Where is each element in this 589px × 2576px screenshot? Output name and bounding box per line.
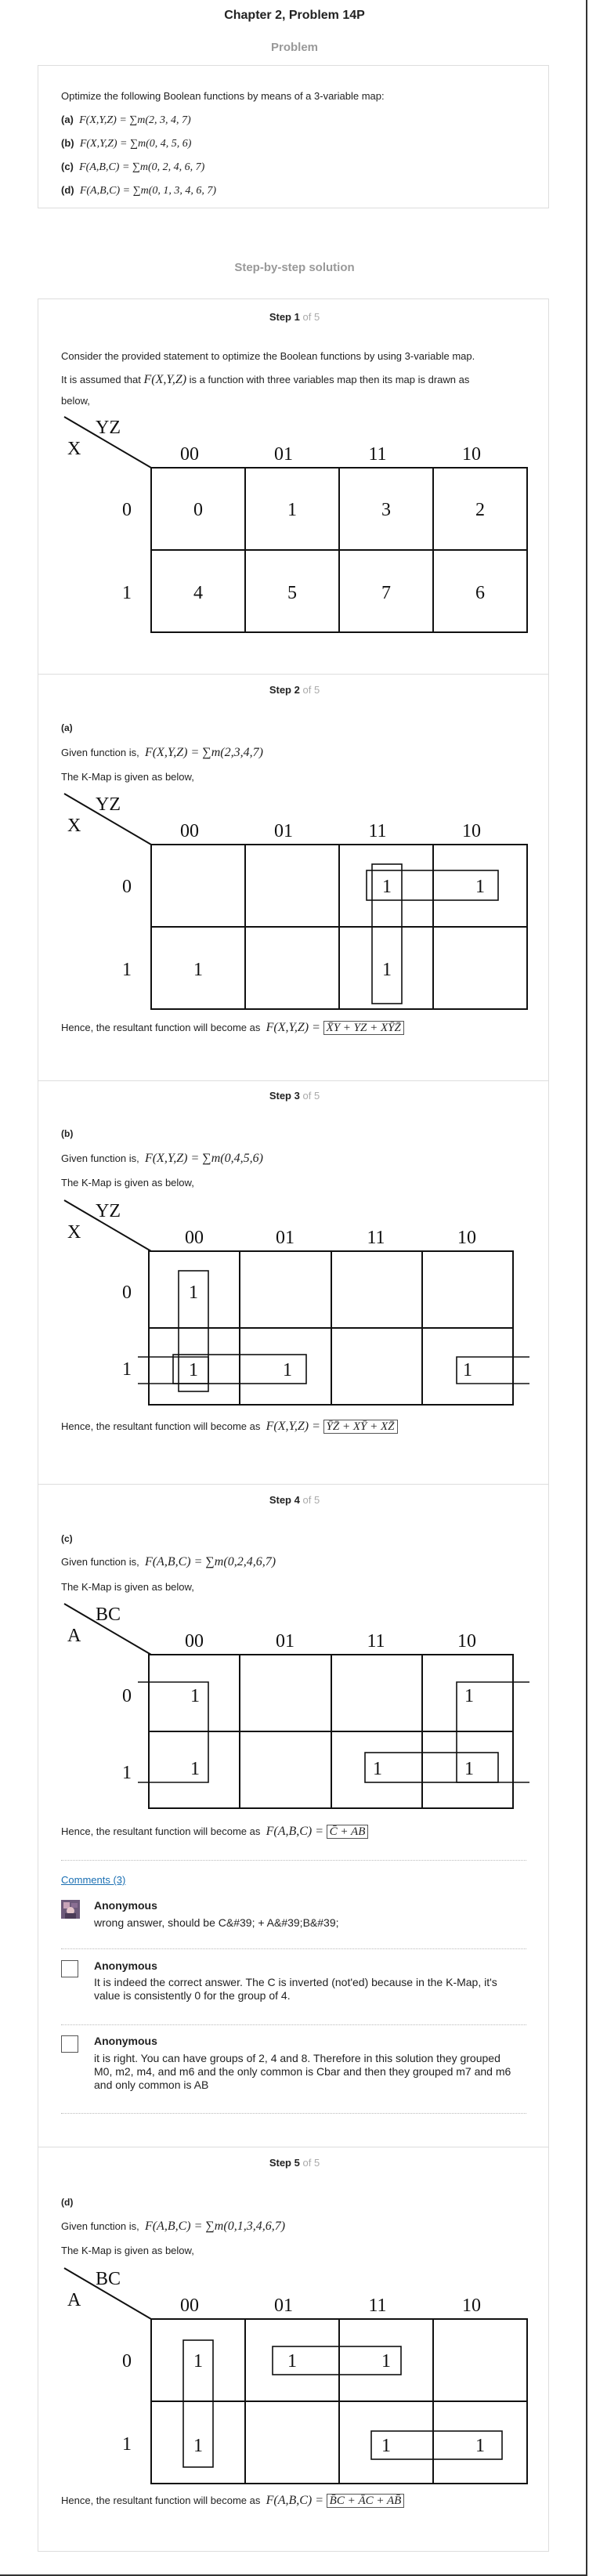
kmap-col-label: 10	[462, 821, 481, 841]
divider	[61, 2024, 526, 2025]
kmap-row-label: 0	[122, 1283, 132, 1303]
step1-text: below,	[61, 395, 90, 407]
kmap-row-label: 1	[122, 1763, 132, 1783]
kmap-cell: 1	[464, 1759, 474, 1779]
kmap-cell: 1	[475, 877, 485, 897]
kmap-col-label: 11	[368, 444, 387, 465]
comment-text: It is indeed the correct answer. The C is inverted (not'ed) because in the K-Map, it's value is consistently 0 for the group of 4.	[94, 1976, 497, 2002]
kmap-col-label: 00	[185, 1631, 204, 1652]
step-header: Step 2 of 5	[269, 684, 320, 696]
kmap-cell: 1	[464, 1686, 474, 1706]
kmap-col-label: 10	[462, 2296, 481, 2316]
kmap-col-label: 01	[274, 821, 293, 841]
page-title: Chapter 2, Problem 14P	[224, 9, 365, 22]
divider	[61, 1948, 526, 1949]
part-label: (d)	[61, 2197, 74, 2208]
given-line: Given function is, F(X,Y,Z) = ∑m(2,3,4,7)	[61, 746, 263, 759]
kmap-row-label: 0	[122, 2351, 132, 2372]
kmap-row-label: 0	[122, 1686, 132, 1706]
problem-item: (b) F(X,Y,Z) = ∑m(0, 4, 5, 6)	[61, 137, 192, 150]
kmap-cell: 1	[190, 1686, 200, 1706]
kmap-col-label: 11	[367, 1228, 385, 1248]
divider	[61, 1860, 526, 1861]
kmap-row-label: 1	[122, 583, 132, 603]
kmap-cell: 3	[381, 500, 391, 520]
kmap-cell: 1	[382, 877, 392, 897]
kmap-cell: 1	[373, 1759, 382, 1779]
step-header: Step 5 of 5	[269, 2157, 320, 2169]
kmap-col-label: 00	[180, 444, 199, 465]
kmap-col-var: BC	[96, 1605, 121, 1625]
divider	[61, 2113, 526, 2114]
result-line: Hence, the resultant function will become as F(X,Y,Z) = X̄Y + YZ + XȲZ̄	[61, 1020, 404, 1035]
kmap-col-label: 01	[274, 2296, 293, 2316]
step-header: Step 1 of 5	[269, 311, 320, 323]
problem-item: (d) F(A,B,C) = ∑m(0, 1, 3, 4, 6, 7)	[61, 184, 217, 197]
kmap-intro: The K-Map is given as below,	[61, 1581, 194, 1593]
kmap-row-var: A	[67, 1626, 81, 1646]
user-avatar-icon	[61, 1900, 80, 1919]
kmap-intro: The K-Map is given as below,	[61, 2245, 194, 2256]
problem-intro: Optimize the following Boolean functions by means of a 3-variable map:	[61, 90, 385, 102]
kmap-cell: 1	[381, 2436, 391, 2456]
comment-text: wrong answer, should be C&#39; + A&#39;B&#39;	[94, 1916, 339, 1929]
kmap-cell: 1	[189, 1283, 198, 1303]
kmap-cell: 1	[190, 1759, 200, 1779]
step-header: Step 4 of 5	[269, 1494, 320, 1506]
kmap-cell: 1	[193, 960, 203, 980]
problem-heading: Problem	[270, 41, 318, 54]
kmap-col-label: 01	[276, 1631, 294, 1652]
kmap-cell: 1	[463, 1360, 472, 1380]
kmap-cell: 1	[189, 1360, 198, 1380]
kmap-cell: 7	[381, 583, 391, 603]
given-line: Given function is, F(A,B,C) = ∑m(0,1,3,4,6,7)	[61, 2220, 286, 2233]
kmap-cell: 1	[193, 2351, 203, 2372]
kmap-row-label: 0	[122, 877, 132, 897]
kmap-cell: 5	[287, 583, 297, 603]
kmap-col-label: 01	[276, 1228, 294, 1248]
step1-text: It is assumed that F(X,Y,Z) is a function with three variables map then its map is drawn as	[61, 373, 470, 386]
kmap-col-label: 11	[367, 1631, 385, 1652]
avatar-placeholder	[61, 2035, 78, 2053]
kmap-group	[365, 1753, 498, 1782]
comment-author: Anonymous	[94, 2035, 157, 2047]
kmap-cell: 1	[283, 1360, 292, 1380]
given-line: Given function is, F(X,Y,Z) = ∑m(0,4,5,6)	[61, 1152, 263, 1165]
kmap-cell: 1	[287, 500, 297, 520]
comment-text: it is right. You can have groups of 2, 4 and 8. Therefore in this solution they grouped M0, m2, m4, and m6 and the only common is Cbar and then they grouped m7 and m6 and only common is AB	[94, 2052, 511, 2091]
step-header: Step 3 of 5	[269, 1090, 320, 1102]
avatar-placeholder	[61, 1960, 78, 1977]
kmap-col-var: YZ	[96, 1201, 121, 1221]
kmap-row-var: X	[67, 439, 81, 459]
kmap-col-var: YZ	[96, 794, 121, 815]
part-label: (a)	[61, 722, 73, 733]
kmap-intro: The K-Map is given as below,	[61, 1177, 194, 1189]
kmap-row-label: 0	[122, 500, 132, 520]
kmap-cell: 1	[381, 2351, 391, 2372]
kmap-step5	[61, 2260, 531, 2487]
kmap-step3	[61, 1192, 531, 1420]
kmap-col-label: 11	[368, 821, 387, 841]
kmap-cell: 1	[287, 2351, 297, 2372]
kmap-row-var: A	[67, 2290, 81, 2310]
kmap-cell: 1	[382, 960, 392, 980]
result-line: Hence, the resultant function will become as F(A,B,C) = C̄ + AB	[61, 1824, 368, 1839]
kmap-cell: 1	[193, 2436, 203, 2456]
result-line: Hence, the resultant function will become as F(X,Y,Z) = ȲZ̄ + XȲ + XZ̄	[61, 1419, 398, 1434]
part-label: (c)	[61, 1533, 73, 1544]
kmap-col-label: 10	[457, 1631, 476, 1652]
result-line: Hence, the resultant function will become as F(A,B,C) = B̄C + ĀC + AB̄	[61, 2493, 404, 2508]
kmap-col-label: 00	[180, 821, 199, 841]
kmap-cell: 1	[475, 2436, 485, 2456]
kmap-col-label: 00	[185, 1228, 204, 1248]
kmap-col-label: 10	[457, 1228, 476, 1248]
given-line: Given function is, F(A,B,C) = ∑m(0,2,4,6,7)	[61, 1555, 276, 1568]
kmap-step2	[61, 786, 531, 1013]
kmap-cell: 0	[193, 500, 203, 520]
kmap-cell: 4	[193, 583, 203, 603]
kmap-cell: 2	[475, 500, 485, 520]
kmap-step1	[61, 409, 531, 636]
kmap-step4	[61, 1596, 531, 1819]
kmap-col-label: 10	[462, 444, 481, 465]
kmap-row-var: X	[67, 816, 81, 836]
kmap-row-label: 1	[122, 2434, 132, 2455]
comments-link[interactable]: Comments (3)	[61, 1874, 126, 1886]
kmap-row-label: 1	[122, 960, 132, 980]
comment-author: Anonymous	[94, 1899, 157, 1912]
kmap-row-label: 1	[122, 1359, 132, 1380]
kmap-col-label: 00	[180, 2296, 199, 2316]
problem-item: (c) F(A,B,C) = ∑m(0, 2, 4, 6, 7)	[61, 161, 205, 173]
comment-author: Anonymous	[94, 1959, 157, 1972]
step1-text: Consider the provided statement to optimize the Boolean functions by using 3-variable map.	[61, 350, 475, 362]
kmap-col-label: 11	[368, 2296, 387, 2316]
kmap-col-var: YZ	[96, 418, 121, 438]
kmap-cell: 6	[475, 583, 485, 603]
problem-item: (a) F(X,Y,Z) = ∑m(2, 3, 4, 7)	[61, 114, 191, 126]
solution-heading: Step-by-step solution	[234, 261, 355, 274]
kmap-col-label: 01	[274, 444, 293, 465]
kmap-intro: The K-Map is given as below,	[61, 771, 194, 783]
kmap-col-var: BC	[96, 2269, 121, 2289]
kmap-row-var: X	[67, 1222, 81, 1243]
part-label: (b)	[61, 1128, 74, 1139]
